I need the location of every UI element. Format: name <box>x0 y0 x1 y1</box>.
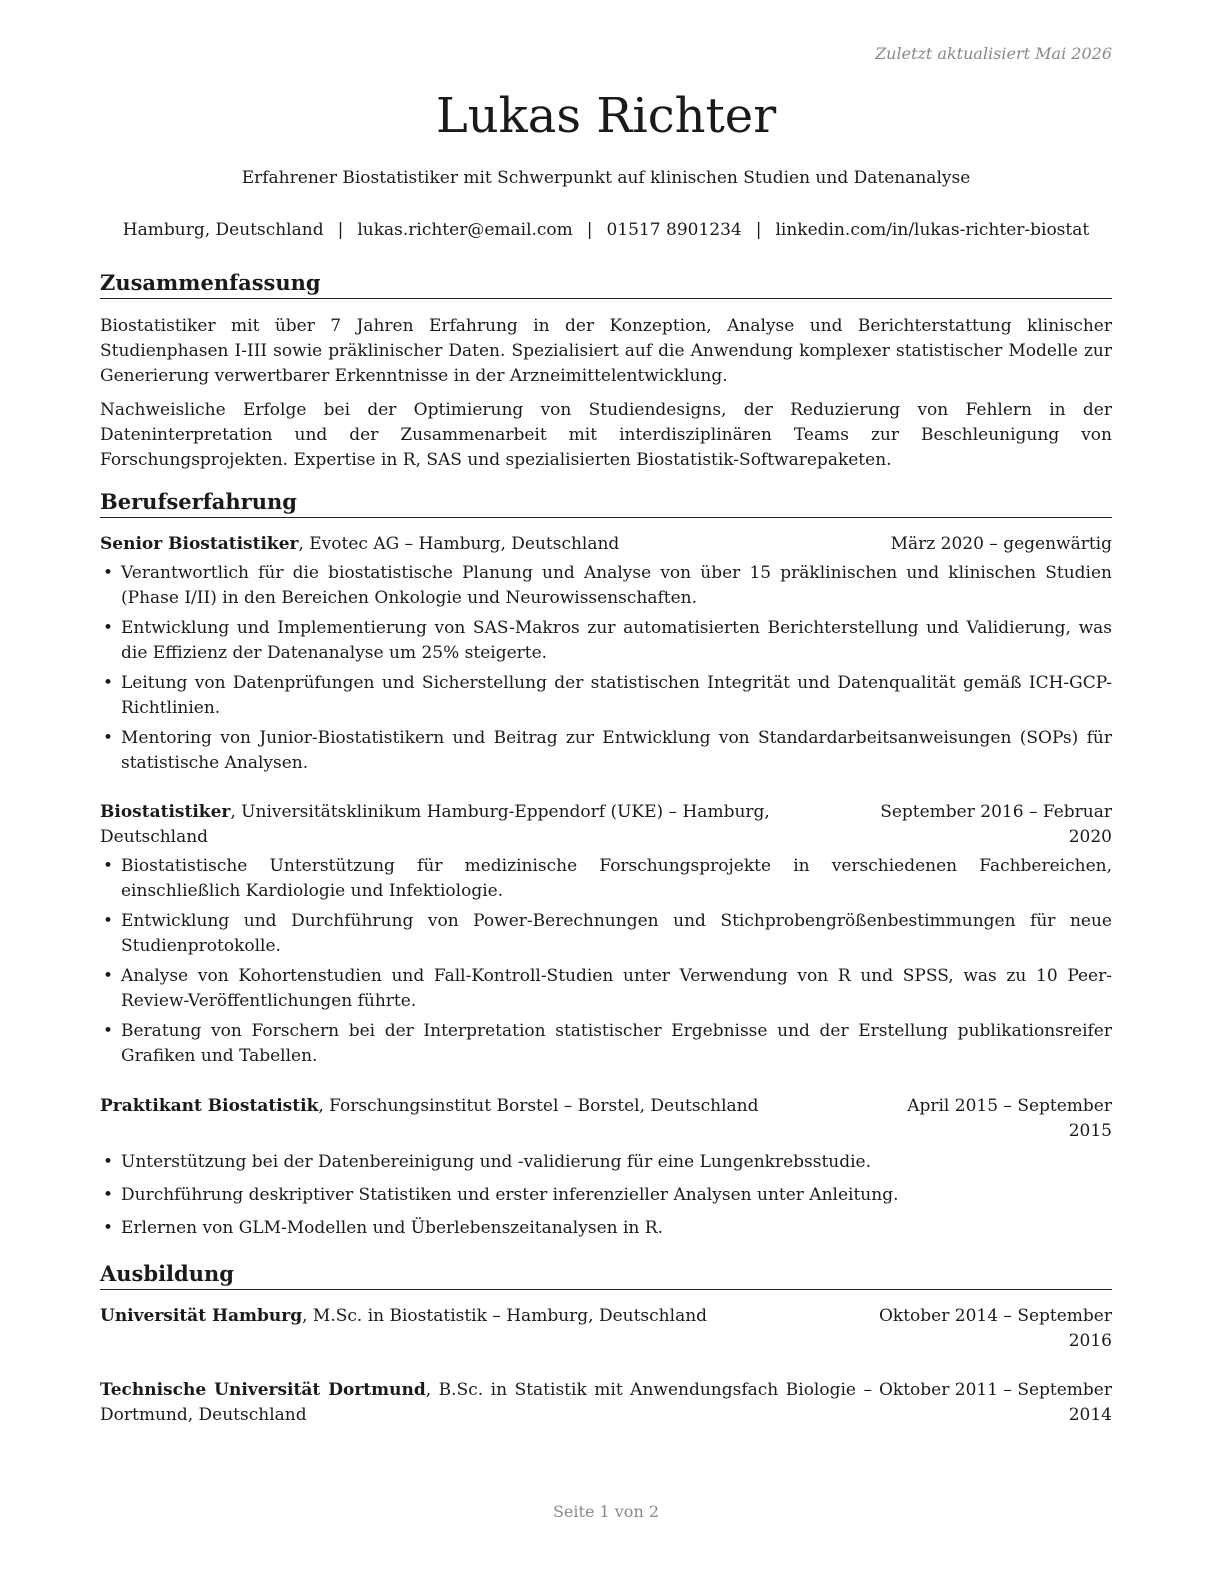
education-school: Universität Hamburg <box>100 1306 303 1326</box>
education-dates: Oktober 2011 – September 2014 <box>878 1380 1112 1425</box>
job-role: Senior Biostatistiker <box>100 534 299 554</box>
job-role: Praktikant Biostatistik <box>100 1096 319 1116</box>
education-entry <box>100 1378 1112 1428</box>
list-item: • Entwicklung und Implementierung von SAS-Makros zur automatisierten Berichterstellung und Validierung, was die Effizienz der Datenanalyse um 25% steigerte. <box>100 616 1112 666</box>
job-role: Biostatistiker <box>100 802 231 822</box>
education-header <box>100 1378 1112 1428</box>
job-entry <box>100 800 1112 1074</box>
list-item: • Verantwortlich für die biostatistische Planung und Analyse von über 15 präklinischen und klinischen Studien (Phase I/II) in den Bereichen Onkologie und Neurowissenschaften. <box>100 561 1112 611</box>
list-item: • Analyse von Kohortenstudien und Fall-Kontroll-Studien unter Verwendung von R und SPSS, was zu 10 Peer-Review-Veröffentlichungen führte. <box>100 964 1112 1014</box>
contact-linkedin[interactable]: linkedin.com/in/lukas-richter-biostat <box>775 220 1090 240</box>
contact-separator: | <box>337 220 344 240</box>
summary-paragraph: Biostatistiker mit über 7 Jahren Erfahrung in der Konzeption, Analyse und Berichterstattung klinischer Studienphasen I-III sowie präklinischer Daten. Spezialisiert auf die Anwendung komplexer statistischer Modelle zur Generierung verwertbarer Erkenntnisse in der Arzneimittelentwicklung. <box>100 316 1112 386</box>
education-detail: , M.Sc. in Biostatistik – Hamburg, Deutschland <box>302 1306 708 1326</box>
list-item: • Leitung von Datenprüfungen und Sicherstellung der statistischen Integrität und Datenqualität gemäß ICH-GCP-Richtlinien. <box>100 671 1112 721</box>
job-header <box>100 532 1112 557</box>
education-header <box>100 1304 1112 1354</box>
tagline: Erfahrener Biostatistiker mit Schwerpunkt auf klinischen Studien und Datenanalyse <box>241 168 971 188</box>
job-dates: April 2015 – September 2015 <box>907 1096 1112 1141</box>
job-header <box>100 1094 1112 1144</box>
education-school: Technische Universität Dortmund <box>100 1380 426 1400</box>
contact-phone: 01517 8901234 <box>606 220 742 240</box>
list-item: • Unterstützung bei der Datenbereinigung und -validierung für eine Lungenkrebsstudie. <box>100 1150 1112 1175</box>
job-bullets <box>100 854 1112 1069</box>
contact-line <box>90 220 1122 240</box>
last-updated: Zuletzt aktualisiert Mai 2026 <box>875 44 1112 63</box>
job-dates: März 2020 – gegenwärtig <box>890 534 1112 554</box>
education-entry <box>100 1304 1112 1354</box>
education-dates: Oktober 2014 – September 2016 <box>878 1306 1112 1351</box>
candidate-name: Lukas Richter <box>435 88 777 144</box>
job-bullets <box>100 561 1112 776</box>
list-item: • Biostatistische Unterstützung für medizinische Forschungsprojekte in verschiedenen Fachbereichen, einschließlich Kardiologie und Infektiologie. <box>100 854 1112 904</box>
job-org: , Universitätsklinikum Hamburg-Eppendorf (UKE) – Hamburg, Deutschland <box>100 802 770 847</box>
section-title-summary: Zusammenfassung <box>100 270 1112 299</box>
list-item: • Erlernen von GLM-Modellen und Überlebenszeitanalysen in R. <box>100 1216 1112 1241</box>
job-entry <box>100 532 1112 781</box>
job-org: , Evotec AG – Hamburg, Deutschland <box>298 534 620 554</box>
education-detail: , B.Sc. in Statistik mit Anwendungsfach Biologie – Dortmund, Deutschland <box>100 1380 872 1425</box>
contact-email[interactable]: lukas.richter@email.com <box>357 220 573 240</box>
resume-page <box>100 0 1112 1584</box>
job-bullets <box>100 1150 1112 1241</box>
job-dates: September 2016 – Februar 2020 <box>880 802 1112 847</box>
job-org: , Forschungsinstitut Borstel – Borstel, Deutschland <box>318 1096 759 1116</box>
contact-separator: | <box>755 220 762 240</box>
page-number: Seite 1 von 2 <box>552 1502 660 1521</box>
list-item: • Entwicklung und Durchführung von Power-Berechnungen und Stichprobengrößenbestimmungen für neue Studienprotokolle. <box>100 909 1112 959</box>
section-title-education: Ausbildung <box>100 1261 1112 1290</box>
contact-separator: | <box>586 220 593 240</box>
list-item: • Durchführung deskriptiver Statistiken und erster inferenzieller Analysen unter Anleitung. <box>100 1183 1112 1208</box>
job-entry <box>100 1094 1112 1246</box>
contact-location: Hamburg, Deutschland <box>122 220 324 240</box>
section-title-experience: Berufserfahrung <box>100 489 1112 518</box>
job-header <box>100 800 1112 850</box>
summary-paragraph: Nachweisliche Erfolge bei der Optimierung von Studiendesigns, der Reduzierung von Fehlern in der Dateninterpretation und der Zusammenarbeit mit interdisziplinären Teams zur Beschleunigung von Forschungsprojekten. Expertise in R, SAS und spezialisierten Biostatistik-Softwarepaketen. <box>100 400 1112 470</box>
list-item: • Beratung von Forschern bei der Interpretation statistischer Ergebnisse und der Erstellung publikationsreifer Grafiken und Tabellen. <box>100 1019 1112 1069</box>
list-item: • Mentoring von Junior-Biostatistikern und Beitrag zur Entwicklung von Standardarbeitsanweisungen (SOPs) für statistische Analysen. <box>100 726 1112 776</box>
